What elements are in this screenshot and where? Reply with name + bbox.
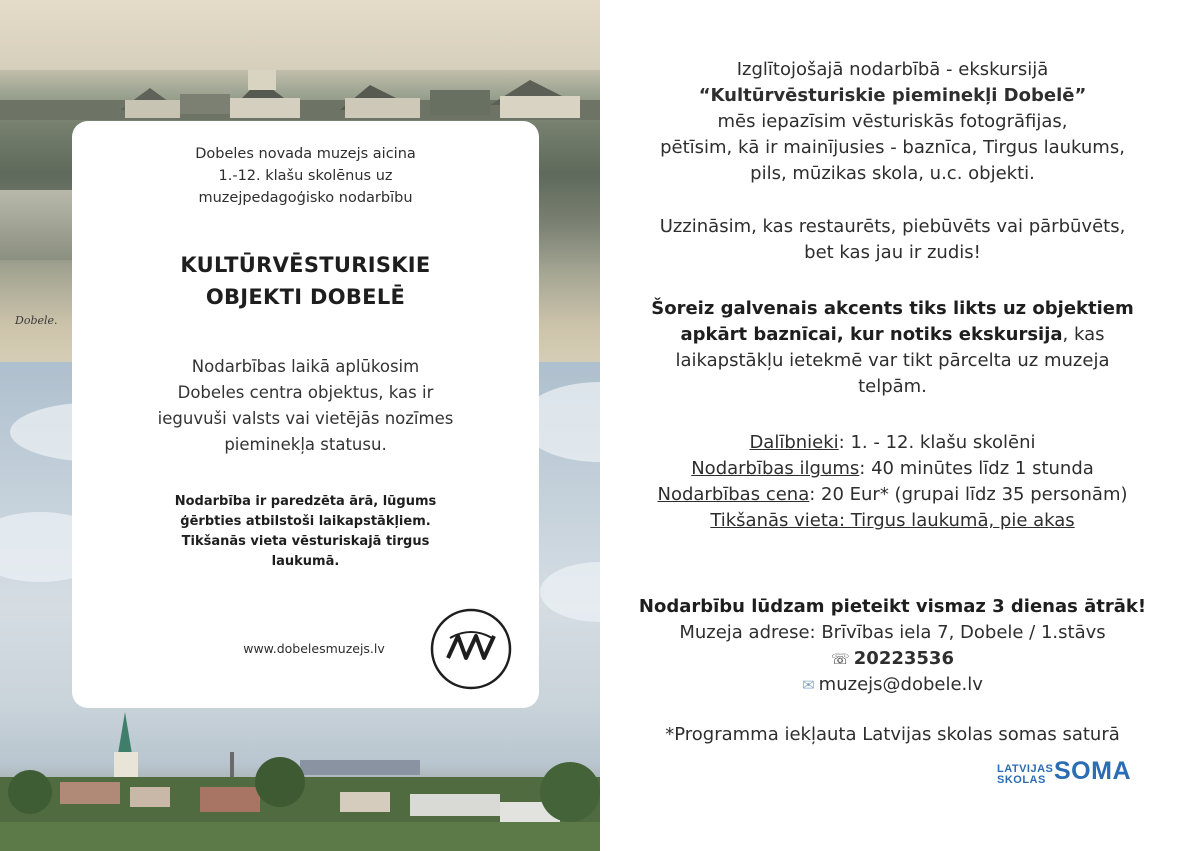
event-details — [600, 430, 1185, 534]
historic-houses — [0, 70, 600, 120]
detail-meeting-place: Tikšanās vieta: Tirgus laukumā, pie akas — [710, 510, 1075, 531]
intro-text: Izglītojošajā nodarbībā - ekskursijā “Kultūrvēsturiskie pieminekļi Dobelē” mēs iepazīsim vēsturiskās fotogrāfijas, pētīsim, kā ir mainījusies - baznīca, Tirgus laukums, pils, mūzikas skola, u.c. objekti. — [660, 59, 1125, 184]
envelope-icon: ✉ — [802, 676, 815, 694]
phone-number[interactable]: 20223536 — [853, 648, 954, 669]
email-address[interactable]: muzejs@dobele.lv — [818, 674, 983, 695]
website-link[interactable]: www.dobelesmuzejs.lv — [243, 641, 385, 656]
invitation-text: Dobeles novada muzejs aicina 1.-12. klašu skolēnus uz muzejpedagoģisko nodarbību — [195, 146, 416, 206]
info-card — [72, 121, 539, 708]
changes-text: Uzzināsim, kas restaurēts, piebūvēts vai pārbūvēts, bet kas jau ir zudis! — [659, 216, 1126, 263]
detail-price: Nodarbības cena: 20 Eur* (grupai līdz 35 personām) — [657, 484, 1128, 505]
detail-duration: Nodarbības ilgums: 40 minūtes līdz 1 stunda — [691, 458, 1094, 479]
museum-logo — [430, 608, 512, 690]
program-note: *Programma iekļauta Latvijas skolas somas saturā — [665, 724, 1120, 745]
application-info: Nodarbību lūdzam pieteikt vismaz 3 dienas ātrāk! Muzeja adrese: Brīvības iela 7, Dobele / 1.stāvs ☏ 20223536 ✉ muzejs@dobele.lv — [638, 596, 1147, 695]
photo-caption: Dobele. — [15, 314, 58, 327]
card-description: Nodarbības laikā aplūkosim Dobeles centra objektus, kas ir ieguvuši valsts vai vietējās nozīmes pieminekļa statusu. — [157, 357, 454, 454]
focus-text: Šoreiz galvenais akcents tiks likts uz objektiem apkārt baznīcai, kur notiks ekskursija, kas laikapstākļu ietekmē var tikt pārcelta uz muzeja telpām. — [651, 298, 1134, 397]
details-panel — [600, 0, 1200, 851]
card-title: KULTŪRVĒSTURISKIE OBJEKTI DOBELĒ — [180, 253, 431, 309]
telephone-icon: ☏ — [831, 650, 850, 668]
detail-participants: Dalībnieki: 1. - 12. klašu skolēni — [749, 432, 1036, 453]
card-note: Nodarbība ir paredzēta ārā, lūgums ģērbties atbilstoši laikapstākļiem. Tikšanās vieta vēsturiskajā tirgus laukumā. — [174, 494, 437, 569]
skolas-soma-logo: LATVIJAS SKOLAS SOMA — [997, 757, 1131, 786]
